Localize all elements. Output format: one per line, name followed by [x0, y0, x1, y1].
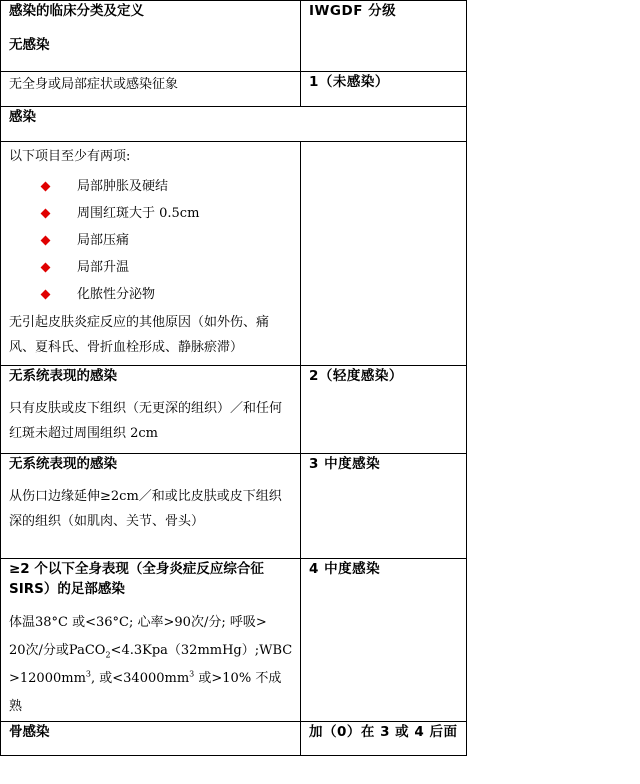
moderate-grade: 3 中度感染	[309, 456, 381, 472]
no-infection-title: 无感染	[9, 37, 50, 53]
moderate-cell	[1, 454, 301, 559]
severe-criteria	[9, 609, 294, 721]
severe-grade: 4 中度感染	[309, 561, 381, 577]
infection-criteria-list	[9, 173, 294, 308]
severe-line-3: $>12000mm^3$, 或$<34000mm^3$ 或>10% 不成熟	[9, 669, 282, 714]
infection-note: 无引起皮肤炎症反应的其他原因（如外伤、痛风、夏科氏、骨折血栓形成、静脉瘀滞）	[9, 315, 270, 355]
table-row	[1, 722, 467, 756]
table-row	[1, 1, 467, 72]
table-row	[1, 454, 467, 559]
infection-criteria-cell	[1, 142, 301, 366]
bone-grade: 加（0）在 3 或 4 后面	[309, 724, 458, 740]
mild-cell	[1, 366, 301, 454]
infection-title-cell	[1, 107, 467, 142]
list-item: 局部升温	[9, 254, 294, 281]
no-infection-grade-cell	[301, 72, 467, 107]
table-row	[1, 72, 467, 107]
list-item: 化脓性分泌物	[9, 281, 294, 308]
bullet-diamond-icon	[41, 236, 51, 246]
bullet-diamond-icon	[41, 263, 51, 273]
no-infection-grade: 1（未感染）	[309, 74, 389, 90]
header-cell-grade	[301, 1, 467, 72]
list-item: 局部肿胀及硬结	[9, 173, 294, 200]
severe-line-2: 20次/分或PaCO$_2$<4.3Kpa（32mmHg）;WBC	[9, 643, 293, 660]
bone-grade-cell	[301, 722, 467, 756]
table-row	[1, 142, 467, 366]
mild-grade-cell	[301, 366, 467, 454]
severe-cell	[1, 559, 301, 722]
moderate-desc: 从伤口边缘延伸≥2cm／和或比皮肤或皮下组织深的组织（如肌肉、关节、骨头）	[9, 489, 282, 529]
no-infection-desc: 无全身或局部症状或感染征象	[9, 77, 179, 92]
infection-grade-cell	[301, 142, 467, 366]
mild-title: 无系统表现的感染	[9, 368, 117, 384]
bullet-diamond-icon	[41, 290, 51, 300]
list-item: 周围红斑大于 0.5cm	[9, 200, 294, 227]
mild-grade: 2（轻度感染）	[309, 368, 403, 384]
bullet-diamond-icon	[41, 182, 51, 192]
table-row	[1, 366, 467, 454]
mild-desc: 只有皮肤或皮下组织（无更深的组织）／和任何红斑未超过周围组织 2cm	[9, 401, 283, 441]
moderate-grade-cell	[301, 454, 467, 559]
severe-grade-cell	[301, 559, 467, 722]
bone-title: 骨感染	[9, 724, 50, 740]
table-row	[1, 107, 467, 142]
severe-title: ≥2 个以下全身表现（全身炎症反应综合征 SIRS）的足部感染	[9, 561, 264, 597]
infection-title: 感染	[9, 109, 36, 125]
severe-line-1: 体温38°C 或<36°C; 心率>90次/分; 呼吸>	[9, 615, 267, 630]
bone-cell	[1, 722, 301, 756]
no-infection-desc-cell	[1, 72, 301, 107]
list-item: 局部压痛	[9, 227, 294, 254]
header-classification: 感染的临床分类及定义	[9, 3, 144, 19]
header-cell-classification	[1, 1, 301, 72]
header-grade: IWGDF 分级	[309, 3, 397, 19]
table-row	[1, 559, 467, 722]
bullet-diamond-icon	[41, 209, 51, 219]
moderate-title: 无系统表现的感染	[9, 456, 117, 472]
infection-intro: 以下项目至少有两项:	[9, 149, 131, 164]
